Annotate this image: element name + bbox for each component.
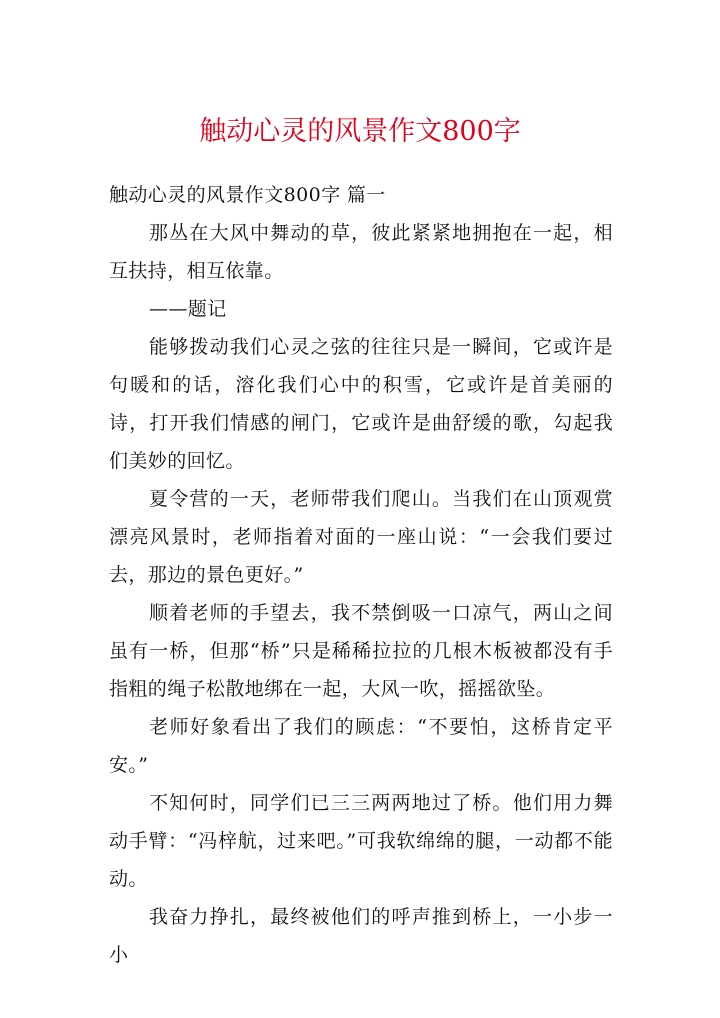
paragraph-5: 老师好象看出了我们的顾虑：“不要怕，这桥肯定平安。” — [109, 716, 613, 776]
section-heading: 触动心灵的风景作文800字 篇一 — [109, 184, 386, 206]
paragraph-2: 能够拨动我们心灵之弦的往往只是一瞬间，它或许是句暖和的话，溶化我们心中的积雪，它或许是首美丽的诗，打开我们情感的闸门，它或许是曲舒缓的歌，勾起我们美妙的回忆。 — [109, 336, 613, 472]
paragraph-1: 那丛在大风中舞动的草，彼此紧紧地拥抱在一起，相互扶持，相互依靠。 — [109, 222, 613, 282]
document-title: 触动心灵的风景作文800字 — [199, 116, 521, 147]
paragraph-7: 我奋力挣扎，最终被他们的呼声推到桥上，一小步一小 — [109, 906, 613, 966]
paragraph-6: 不知何时，同学们已三三两两地过了桥。他们用力舞动手臂：“冯梓航，过来吧。”可我软绵绵的腿，一动都不能动。 — [109, 792, 613, 890]
paragraph-4: 顺着老师的手望去，我不禁倒吸一口凉气，两山之间虽有一桥，但那“桥”只是稀稀拉拉的几根木板被都没有手指粗的绳子松散地绑在一起，大风一吹，摇摇欲坠。 — [109, 602, 613, 700]
document-body — [109, 176, 613, 974]
paragraph-3: 夏令营的一天，老师带我们爬山。当我们在山顶观赏漂亮风景时，老师指着对面的一座山说：“一会我们要过去，那边的景色更好。” — [109, 488, 613, 586]
paragraph-epigraph-source: ——题记 — [149, 298, 227, 320]
